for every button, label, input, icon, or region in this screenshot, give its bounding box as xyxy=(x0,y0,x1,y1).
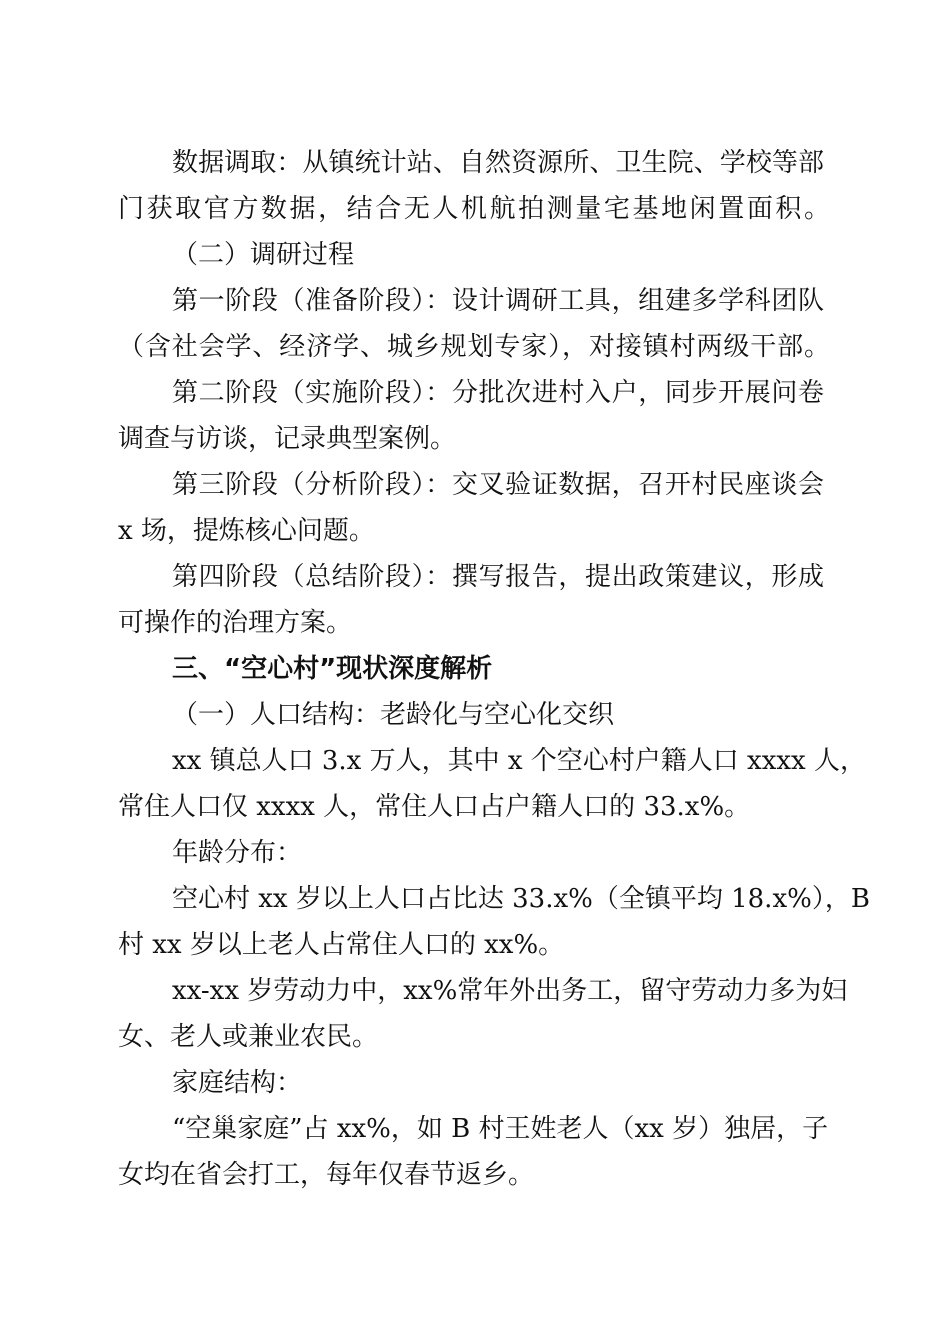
paragraph-population-line-2: 常住人口仅 xxxx 人，常住人口占户籍人口的 33.x%。 xyxy=(118,792,751,822)
section-heading-population-structure: （一）人口结构：老龄化与空心化交织 xyxy=(172,700,615,730)
paragraph-stage-one-line-2: （含社会学、经济学、城乡规划专家），对接镇村两级干部。 xyxy=(118,332,830,362)
paragraph-labor-line-1: xx-xx 岁劳动力中，xx%常年外出务工，留守劳动力多为妇 xyxy=(172,976,848,1006)
paragraph-stage-four-line-1: 第四阶段（总结阶段）：撰写报告，提出政策建议，形成 xyxy=(172,562,824,592)
chapter-heading-hollow-village: 三、“空心村”现状深度解析 xyxy=(172,654,493,684)
paragraph-family-line-1: “空巢家庭”占 xx%，如 B 村王姓老人（xx 岁）独居，子 xyxy=(172,1114,829,1144)
paragraph-age-line-2: 村 xx 岁以上老人占常住人口的 xx%。 xyxy=(118,930,565,960)
paragraph-stage-three-line-1: 第三阶段（分析阶段）：交叉验证数据，召开村民座谈会 xyxy=(172,470,824,500)
paragraph-stage-four-line-2: 可操作的治理方案。 xyxy=(118,608,353,638)
paragraph-labor-line-2: 女、老人或兼业农民。 xyxy=(118,1022,379,1052)
paragraph-data-source-line-2: 门获取官方数据，结合无人机航拍测量宅基地闲置面积。 xyxy=(118,194,830,224)
subheading-age-distribution: 年龄分布： xyxy=(172,838,303,868)
paragraph-age-line-1: 空心村 xx 岁以上人口占比达 33.x%（全镇平均 18.x%），B xyxy=(172,884,870,914)
paragraph-stage-two-line-1: 第二阶段（实施阶段）：分批次进村入户，同步开展问卷 xyxy=(172,378,824,408)
paragraph-population-line-1: xx 镇总人口 3.x 万人，其中 x 个空心村户籍人口 xxxx 人， xyxy=(172,746,866,776)
section-heading-research-process: （二）调研过程 xyxy=(172,240,355,270)
paragraph-family-line-2: 女均在省会打工，每年仅春节返乡。 xyxy=(118,1160,535,1190)
paragraph-data-source-line-1: 数据调取：从镇统计站、自然资源所、卫生院、学校等部 xyxy=(172,148,824,178)
paragraph-stage-two-line-2: 调查与访谈，记录典型案例。 xyxy=(118,424,457,454)
subheading-family-structure: 家庭结构： xyxy=(172,1068,303,1098)
paragraph-stage-one-line-1: 第一阶段（准备阶段）：设计调研工具，组建多学科团队 xyxy=(172,286,824,316)
paragraph-stage-three-line-2: x 场，提炼核心问题。 xyxy=(118,516,375,546)
